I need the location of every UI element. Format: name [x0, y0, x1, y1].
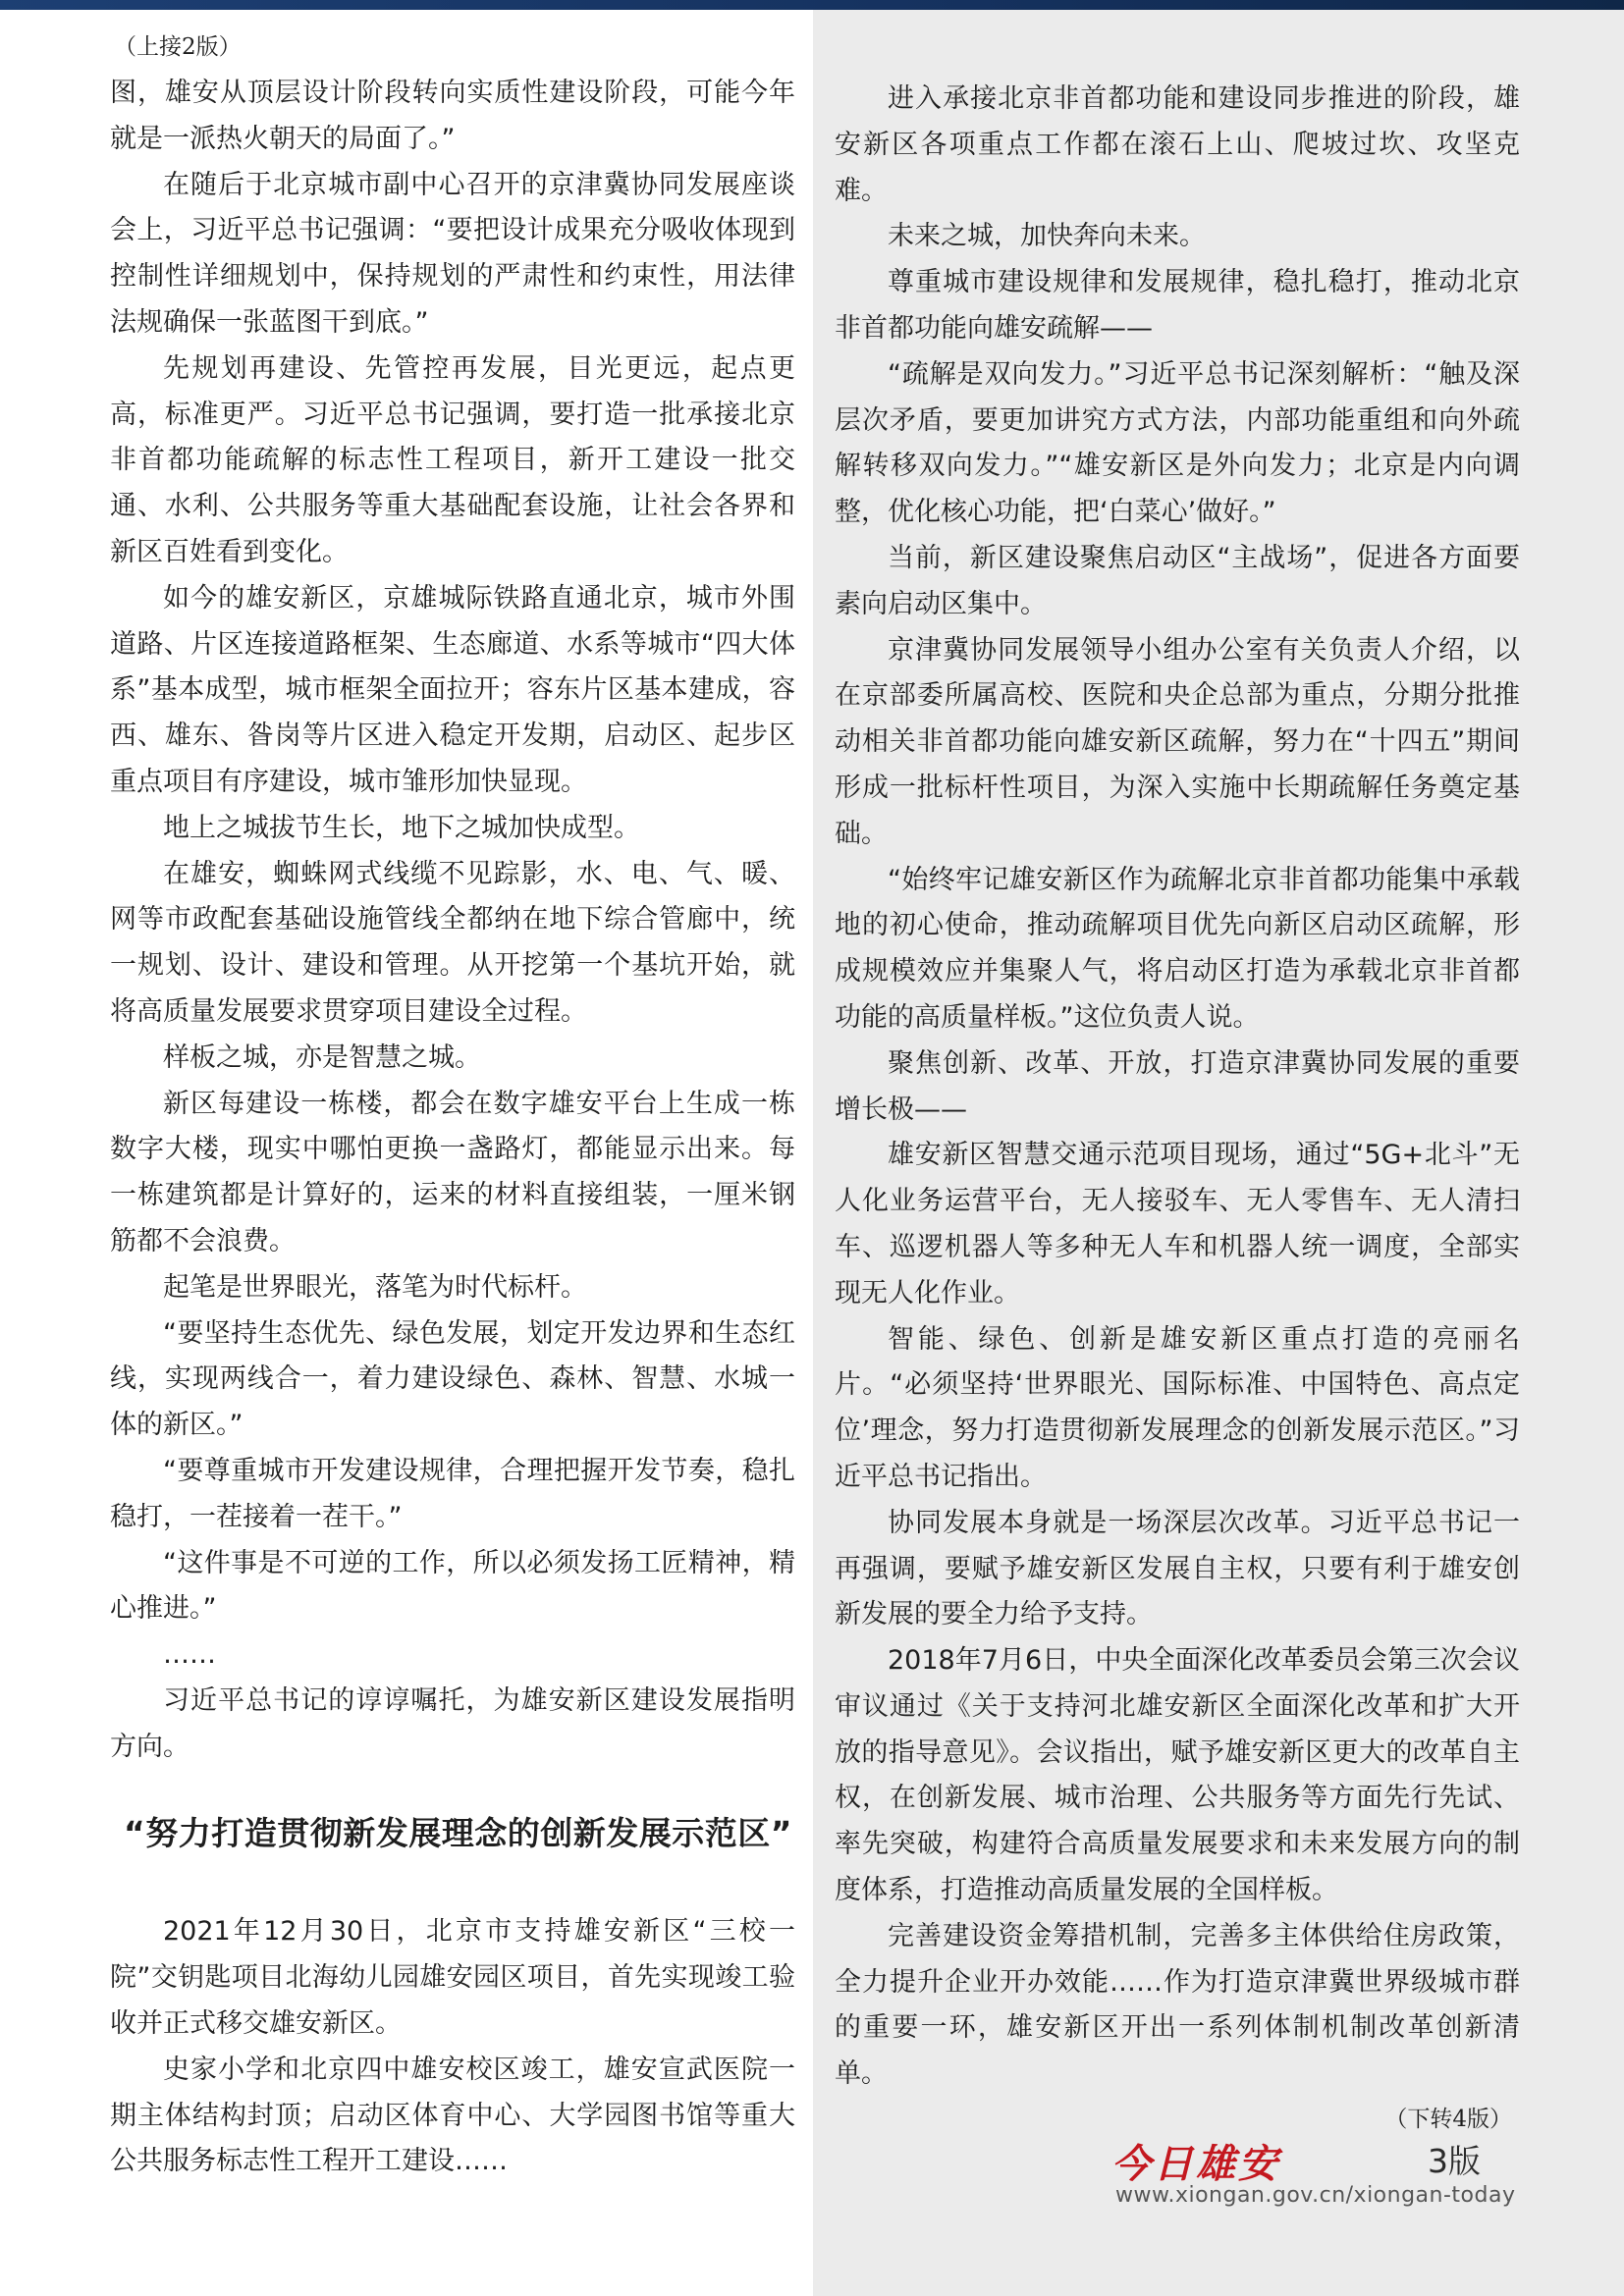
right-column: [835, 77, 1520, 2137]
paragraph: 未来之城，加快奔向未来。: [888, 221, 1206, 252]
paragraph: 完善建设资金筹措机制，完善多主体供给住房政策，全力提升企业开办效能……作为打造京津冀世界级城市群的重要一环，雄安新区开出一系列体制机制改革创新清单。: [835, 1920, 1520, 2090]
paragraph: 协同发展本身就是一场深层次改革。习近平总书记一再强调，要赋予雄安新区发展自主权，只要有利于雄安创新发展的要全力给予支持。: [835, 1507, 1520, 1630]
paragraph: 地上之城拔节生长，地下之城加快成型。: [163, 812, 640, 843]
paragraph: 雄安新区智慧交通示范项目现场，通过“5G+北斗”无人化业务运营平台，无人接驳车、无人零售车、无人清扫车、巡逻机器人等多种无人车和机器人统一调度，全部实现无人化作业。: [835, 1140, 1520, 1308]
paragraph: 习近平总书记的谆谆嘱托，为雄安新区建设发展指明方向。: [110, 1684, 795, 1762]
paragraph: 京津冀协同发展领导小组办公室有关负责人介绍，以在京部委所属高校、医院和央企总部为重点，分期分批推动相关非首都功能向雄安新区疏解，努力在“十四五”期间形成一批标杆性项目，为深入实施中长期疏解任务奠定基础。: [835, 634, 1520, 849]
newspaper-logo: 今日雄安: [1111, 2141, 1280, 2187]
paragraph: “疏解是双向发力。”习近平总书记深刻解析：“触及深层次矛盾，要更加讲究方式方法，内部功能重组和向外疏解转移双向发力。”“雄安新区是外向发力；北京是内向调整，优化核心功能，把‘白菜心’做好。”: [835, 358, 1520, 528]
paragraph: 进入承接北京非首都功能和建设同步推进的阶段，雄安新区各项重点工作都在滚石上山、爬坡过坎、攻坚克难。: [835, 83, 1520, 206]
paragraph: 2018年7月6日，中央全面深化改革委员会第三次会议审议通过《关于支持河北雄安新区全面深化改革和扩大开放的指导意见》。会议指出，赋予雄安新区更大的改革自主权，在创新发展、城市治理、公共服务等方面先行先试、率先突破，构建符合高质量发展要求和未来发展方向的制度体系，打造推动高质量发展的全国样板。: [835, 1645, 1520, 1906]
paragraph: 起笔是世界眼光，落笔为时代标杆。: [163, 1271, 587, 1303]
paragraph: 如今的雄安新区，京雄城际铁路直通北京，城市外围道路、片区连接道路框架、生态廊道、水系等城市“四大体系”基本成型，城市框架全面拉开；容东片区基本建成，容西、雄东、昝岗等片区进入稳定开发期，启动区、起步区重点项目有序建设，城市雏形加快显现。: [110, 582, 795, 797]
paragraph: 2021年12月30日，北京市支持雄安新区“三校一院”交钥匙项目北海幼儿园雄安园区项目，首先实现竣工验收并正式移交雄安新区。: [110, 1916, 795, 2040]
paragraph: 当前，新区建设聚焦启动区“主战场”，促进各方面要素向启动区集中。: [835, 542, 1520, 619]
paragraph: 样板之城，亦是智慧之城。: [163, 1041, 481, 1073]
paragraph: 史家小学和北京四中雄安校区竣工，雄安宣武医院一期主体结构封顶；启动区体育中心、大学园图书馆等重大公共服务标志性工程开工建设……: [110, 2054, 795, 2177]
paragraph: 图，雄安从顶层设计阶段转向实质性建设阶段，可能今年就是一派热火朝天的局面了。”: [110, 78, 795, 154]
continued-from-label: （上接2版）: [114, 34, 242, 60]
paragraph: 新区每建设一栋楼，都会在数字雄安平台上生成一栋数字大楼，现实中哪怕更换一盏路灯，都能显示出来。每一栋建筑都是计算好的，运来的材料直接组装，一厘米钢筋都不会浪费。: [110, 1088, 795, 1256]
ellipsis-line: ……: [163, 1639, 216, 1671]
paragraph: “要尊重城市开发建设规律，合理把握开发节奏，稳扎稳打，一茬接着一茬干。”: [110, 1455, 795, 1532]
paragraph: 先规划再建设、先管控再发展，目光更远，起点更高，标准更严。习近平总书记强调，要打造一批承接北京非首都功能疏解的标志性工程项目，新开工建设一批交通、水利、公共服务等重大基础配套设施，让社会各界和新区百姓看到变化。: [110, 352, 795, 567]
paragraph: 智能、绿色、创新是雄安新区重点打造的亮丽名片。“必须坚持‘世界眼光、国际标准、中国特色、高点定位’理念，努力打造贯彻新发展理念的创新发展示范区。”习近平总书记指出。: [835, 1323, 1520, 1492]
website-url: www.xiongan.gov.cn/xiongan-today: [1115, 2183, 1516, 2208]
paragraph: “要坚持生态优先、绿色发展，划定开发边界和生态红线，实现两线合一，着力建设绿色、森林、智慧、水城一体的新区。”: [110, 1317, 795, 1441]
paragraph: 在随后于北京城市副中心召开的京津冀协同发展座谈会上，习近平总书记强调：“要把设计成果充分吸收体现到控制性详细规划中，保持规划的严肃性和约束性，用法律法规确保一张蓝图干到底。”: [110, 169, 795, 338]
paragraph: 尊重城市建设规律和发展规律，稳扎稳打，推动北京非首都功能向雄安疏解——: [835, 267, 1520, 344]
page-number: 3版: [1428, 2142, 1481, 2180]
paragraph: 聚焦创新、改革、开放，打造京津冀协同发展的重要增长极——: [835, 1047, 1520, 1125]
paragraph: “始终牢记雄安新区作为疏解北京非首都功能集中承载地的初心使命，推动疏解项目优先向新区启动区疏解，形成规模效应并集聚人气，将启动区打造为承载北京非首都功能的高质量样板。”这位负责人说。: [835, 864, 1520, 1033]
header-bar: [0, 0, 1624, 10]
continued-to-label: （下转4版）: [1384, 2107, 1512, 2133]
section-heading: “努力打造贯彻新发展理念的创新发展示范区”: [124, 1814, 792, 1853]
paragraph: 在雄安，蜘蛛网式线缆不见踪影，水、电、气、暖、网等市政配套基础设施管线全都纳在地下综合管廊中，统一规划、设计、建设和管理。从开挖第一个基坑开始，就将高质量发展要求贯穿项目建设全过程。: [110, 858, 795, 1027]
left-column: [110, 29, 795, 2185]
paragraph: “这件事是不可逆的工作，所以必须发扬工匠精神，精心推进。”: [110, 1547, 795, 1625]
